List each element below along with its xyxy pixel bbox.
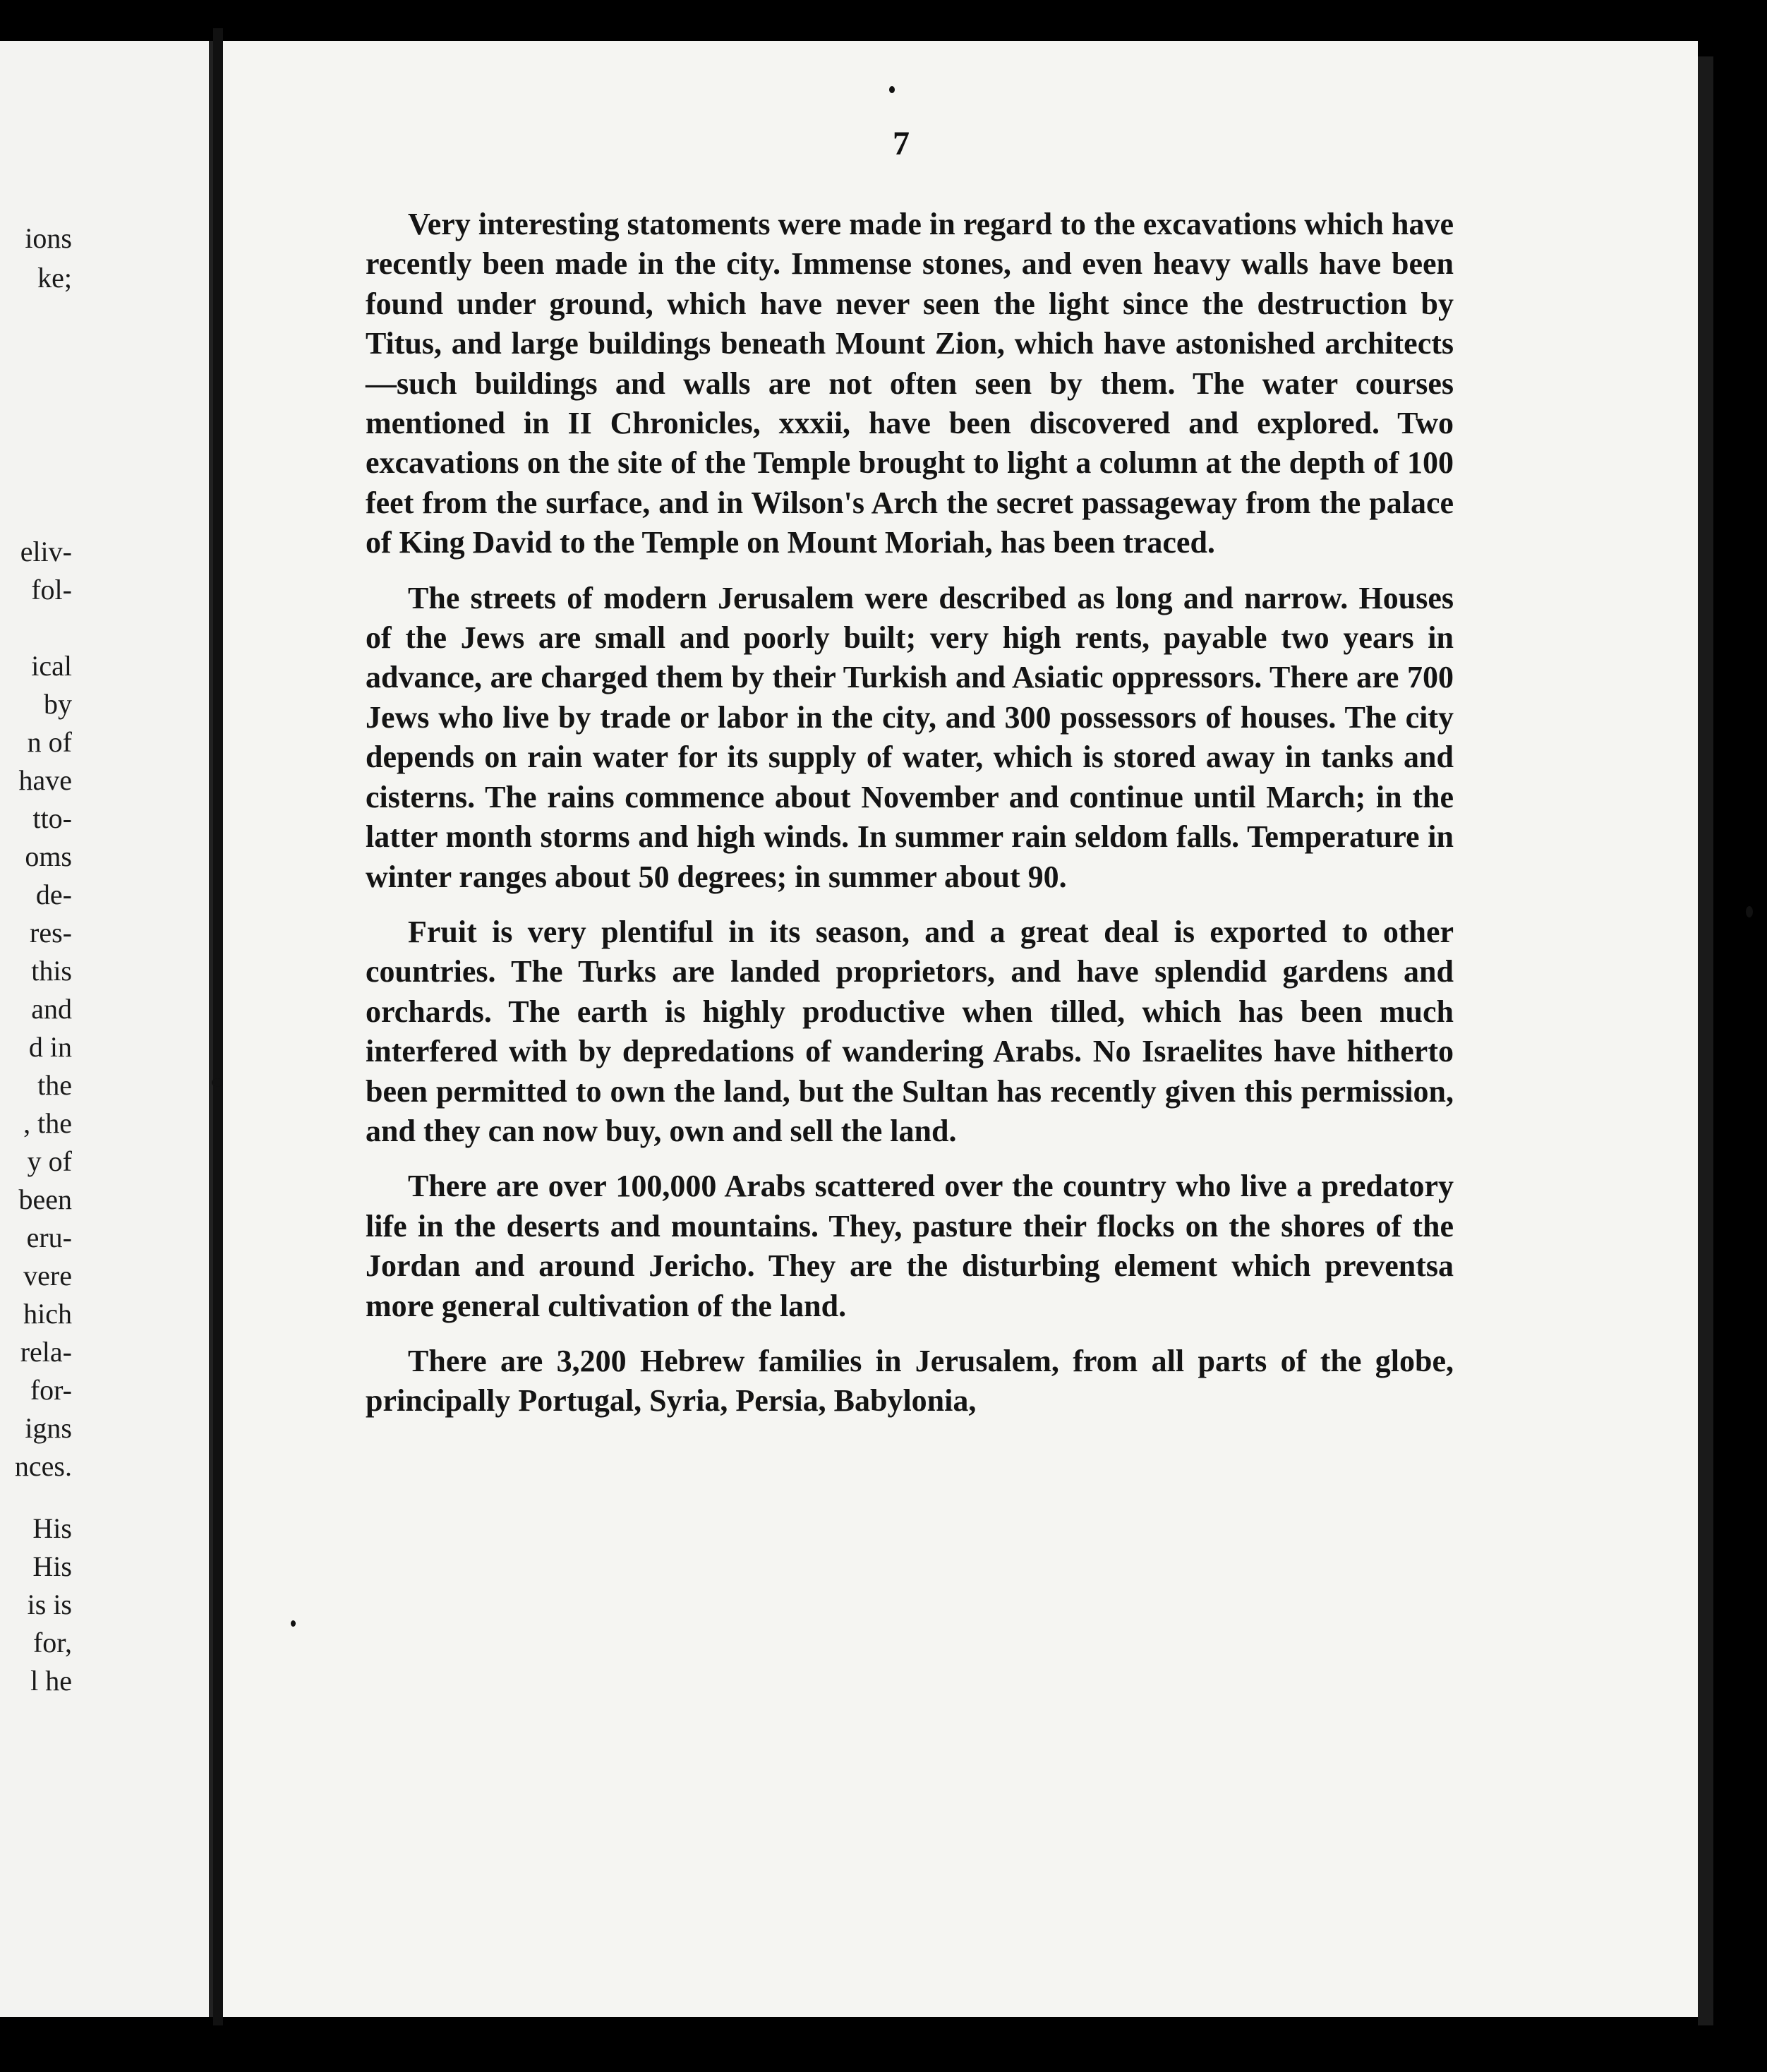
ink-speck bbox=[889, 86, 895, 93]
left-page-fragment: been bbox=[18, 1183, 72, 1215]
left-page-fragment: y of bbox=[27, 1145, 72, 1177]
margin-tick-mark bbox=[212, 1078, 223, 1087]
left-page-fragment: ions bbox=[25, 222, 72, 254]
ink-speck bbox=[1746, 906, 1753, 917]
left-page-fragment: n of bbox=[27, 726, 72, 758]
left-page-fragment: have bbox=[18, 764, 72, 796]
left-page-fragment: vere bbox=[23, 1260, 72, 1291]
left-page-fragment: His bbox=[32, 1550, 72, 1582]
left-page-fragment: eru- bbox=[26, 1222, 72, 1253]
paragraph-hebrew-families: There are 3,200 Hebrew families in Jerusalem, from all parts of the globe, principally Portugal, Syria, Persia, Babylonia, bbox=[366, 1343, 1454, 1419]
paragraph-arabs: There are over 100,000 Arabs scattered over the country who live a predatory life in the deserts and mountains. They, pasture their flocks on the shores of the Jordan and around Jericho. They are the disturbing element which preventsa more general cultivation of the land. bbox=[366, 1169, 1454, 1323]
page-number: 7 bbox=[893, 125, 910, 162]
paragraph-excavations: Very interesting statoments were made in regard to the excavations which have recently been made in the city. Immense stones, and even heavy walls have been found under ground, which have never seen the light since the destruction by Titus, and large buildings beneath Mount Zion, which have astonished architects—such buildings and walls are not often seen by them. The water courses mentioned in II Chronicles, xxxii, have been discovered and explored. Two excavations on the site of the Temple brought to light a column at the depth of 100 feet from the surface, and in Wilson's Arch the secret passageway from the palace of King David to the Temple on Mount Moriah, has been traced. bbox=[366, 207, 1454, 560]
left-page-fragment: by bbox=[44, 688, 72, 720]
left-page-fragment: for- bbox=[30, 1374, 72, 1406]
paragraph-streets: The streets of modern Jerusalem were described as long and narrow. Houses of the Jews are small and poorly built; very high rents, payable two years in advance, are charged them by their Turkish and Asiatic oppressors. There are 700 Jews who live by trade or labor in the city, and 300 possessors of houses. The city depends on rain water for its supply of water, which is stored away in tanks and cisterns. The rains commence about November and continue until March; in the latter month storms and high winds. In summer rain seldom falls. Temperature in winter ranges about 50 degrees; in summer about 90. bbox=[366, 580, 1454, 894]
left-page-fragment: is is bbox=[27, 1589, 72, 1620]
left-page-fragment: the bbox=[37, 1069, 72, 1101]
left-page-fragment: hich bbox=[23, 1298, 72, 1330]
left-page-fragment: ke; bbox=[37, 262, 72, 294]
left-page-fragment: rela- bbox=[20, 1336, 72, 1368]
paragraph-fruit: Fruit is very plentiful in its season, and a great deal is exported to other countries. The Turks are landed proprietors, and have splendid gardens and orchards. The earth is highly productive when tilled, which has been much interfered with by depredations of wandering Arabs. No Israelites have hitherto been permitted to own the land, but the Sultan has recently given this permission, and they can now buy, own and sell the land. bbox=[366, 914, 1454, 1148]
left-page-fragment: ical bbox=[31, 650, 72, 682]
left-page-fragment: igns bbox=[25, 1412, 72, 1444]
ink-speck bbox=[291, 1620, 296, 1627]
left-page-fragment: eliv- bbox=[20, 536, 72, 567]
left-page-fragment: tto- bbox=[32, 802, 72, 834]
left-page-fragment: de- bbox=[35, 879, 72, 910]
body-text bbox=[366, 205, 1454, 1437]
left-page-fragment: for, bbox=[32, 1627, 72, 1658]
left-page-fragment: fol- bbox=[31, 574, 72, 606]
left-page-fragment: d in bbox=[28, 1031, 72, 1063]
left-page-fragment: this bbox=[31, 955, 72, 987]
left-page-fragment: res- bbox=[30, 917, 72, 948]
left-page-fragment: nces. bbox=[14, 1450, 72, 1482]
left-page-fragment: , the bbox=[23, 1107, 72, 1139]
left-page-fragment: and bbox=[31, 993, 72, 1025]
left-page-fragment: His bbox=[32, 1512, 72, 1544]
left-page-fragment: l he bbox=[30, 1665, 72, 1697]
left-page-fragment: oms bbox=[25, 841, 72, 872]
